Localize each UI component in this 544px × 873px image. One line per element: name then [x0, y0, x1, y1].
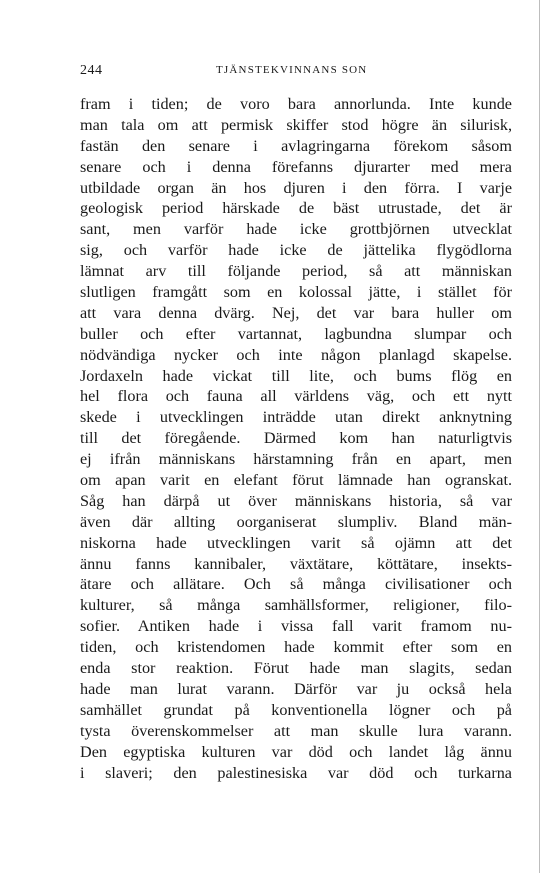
text-line: att vara denna dvärg. Nej, det var bara huller om	[80, 303, 512, 322]
text-line: tiden, och kristendomen hade kommit efter som en	[80, 638, 512, 657]
text-line: sant, men varför hade icke grottbjörnen utvecklat	[80, 220, 512, 239]
text-line: skede i utvecklingen inträdde utan direkt anknytning	[80, 408, 512, 427]
page-number: 244	[80, 63, 103, 78]
text-line: om apan varit en elefant förut lämnade han ogranskat.	[80, 471, 512, 490]
text-line: fastän den senare i avlagringarna förekom såsom	[80, 136, 512, 155]
running-title: TJÄNSTEKVINNANS SON	[216, 64, 368, 76]
text-line: geologisk period härskade de bäst utrustade, det är	[80, 199, 512, 218]
page-edge-line	[539, 0, 540, 873]
text-line: senare och i denna förefanns djurarter med mera	[80, 157, 512, 176]
text-line: fram i tiden; de voro bara annorlunda. Inte kunde	[80, 95, 512, 113]
text-line: Såg han därpå ut över människans historia, så var	[80, 491, 512, 510]
text-line: kulturer, så många samhällsformer, religioner, filo-	[80, 596, 512, 615]
text-line: lämnat arv till följande period, så att människan	[80, 262, 512, 281]
text-line: ej ifrån människans härstamning från en apart, men	[80, 450, 512, 469]
text-line: hel flora och fauna all världens väg, och ett nytt	[80, 387, 512, 406]
text-line: buller och efter vartannat, lagbundna slumpar och	[80, 324, 512, 343]
text-line: ännu fanns kannibaler, växtätare, köttätare, insekts-	[80, 554, 512, 573]
body-text	[80, 94, 512, 783]
text-line: niskorna hade utvecklingen varit så ojämn att det	[80, 533, 512, 552]
text-line: samhället grundat på konventionella lögner och på	[80, 700, 512, 719]
text-line: nödvändiga nycker och inte någon planlagd skapelse.	[80, 345, 512, 364]
text-line: enda stor reaktion. Förut hade man slagits, sedan	[80, 659, 512, 678]
text-line: utbildade organ än hos djuren i den förra. I varje	[80, 178, 512, 197]
text-line: hade man lurat varann. Därför var ju också hela	[80, 679, 512, 698]
page-header	[80, 63, 512, 83]
text-line: man tala om att permisk skiffer stod högre än silurisk,	[80, 115, 512, 134]
text-line: till det föregående. Därmed kom han naturligtvis	[80, 429, 512, 448]
text-line: sofier. Antiken hade i vissa fall varit framom nu-	[80, 617, 512, 636]
text-line: slutligen framgått som en kolossal jätte, i stället för	[80, 283, 512, 302]
text-line: tysta överenskommelser att man skulle lura varann.	[80, 721, 512, 740]
text-line: Den egyptiska kulturen var död och landet låg ännu	[80, 742, 512, 761]
text-line: Jordaxeln hade vickat till lite, och bums flög en	[80, 366, 512, 385]
text-line: även där allting oorganiserat slumpliv. Bland män-	[80, 512, 512, 531]
text-line: sig, och varför hade icke de jättelika flygödlorna	[80, 241, 512, 260]
text-line: ätare och allätare. Och så många civilisationer och	[80, 575, 512, 594]
text-line: i slaveri; den palestinesiska var död och turkarna	[80, 763, 512, 782]
